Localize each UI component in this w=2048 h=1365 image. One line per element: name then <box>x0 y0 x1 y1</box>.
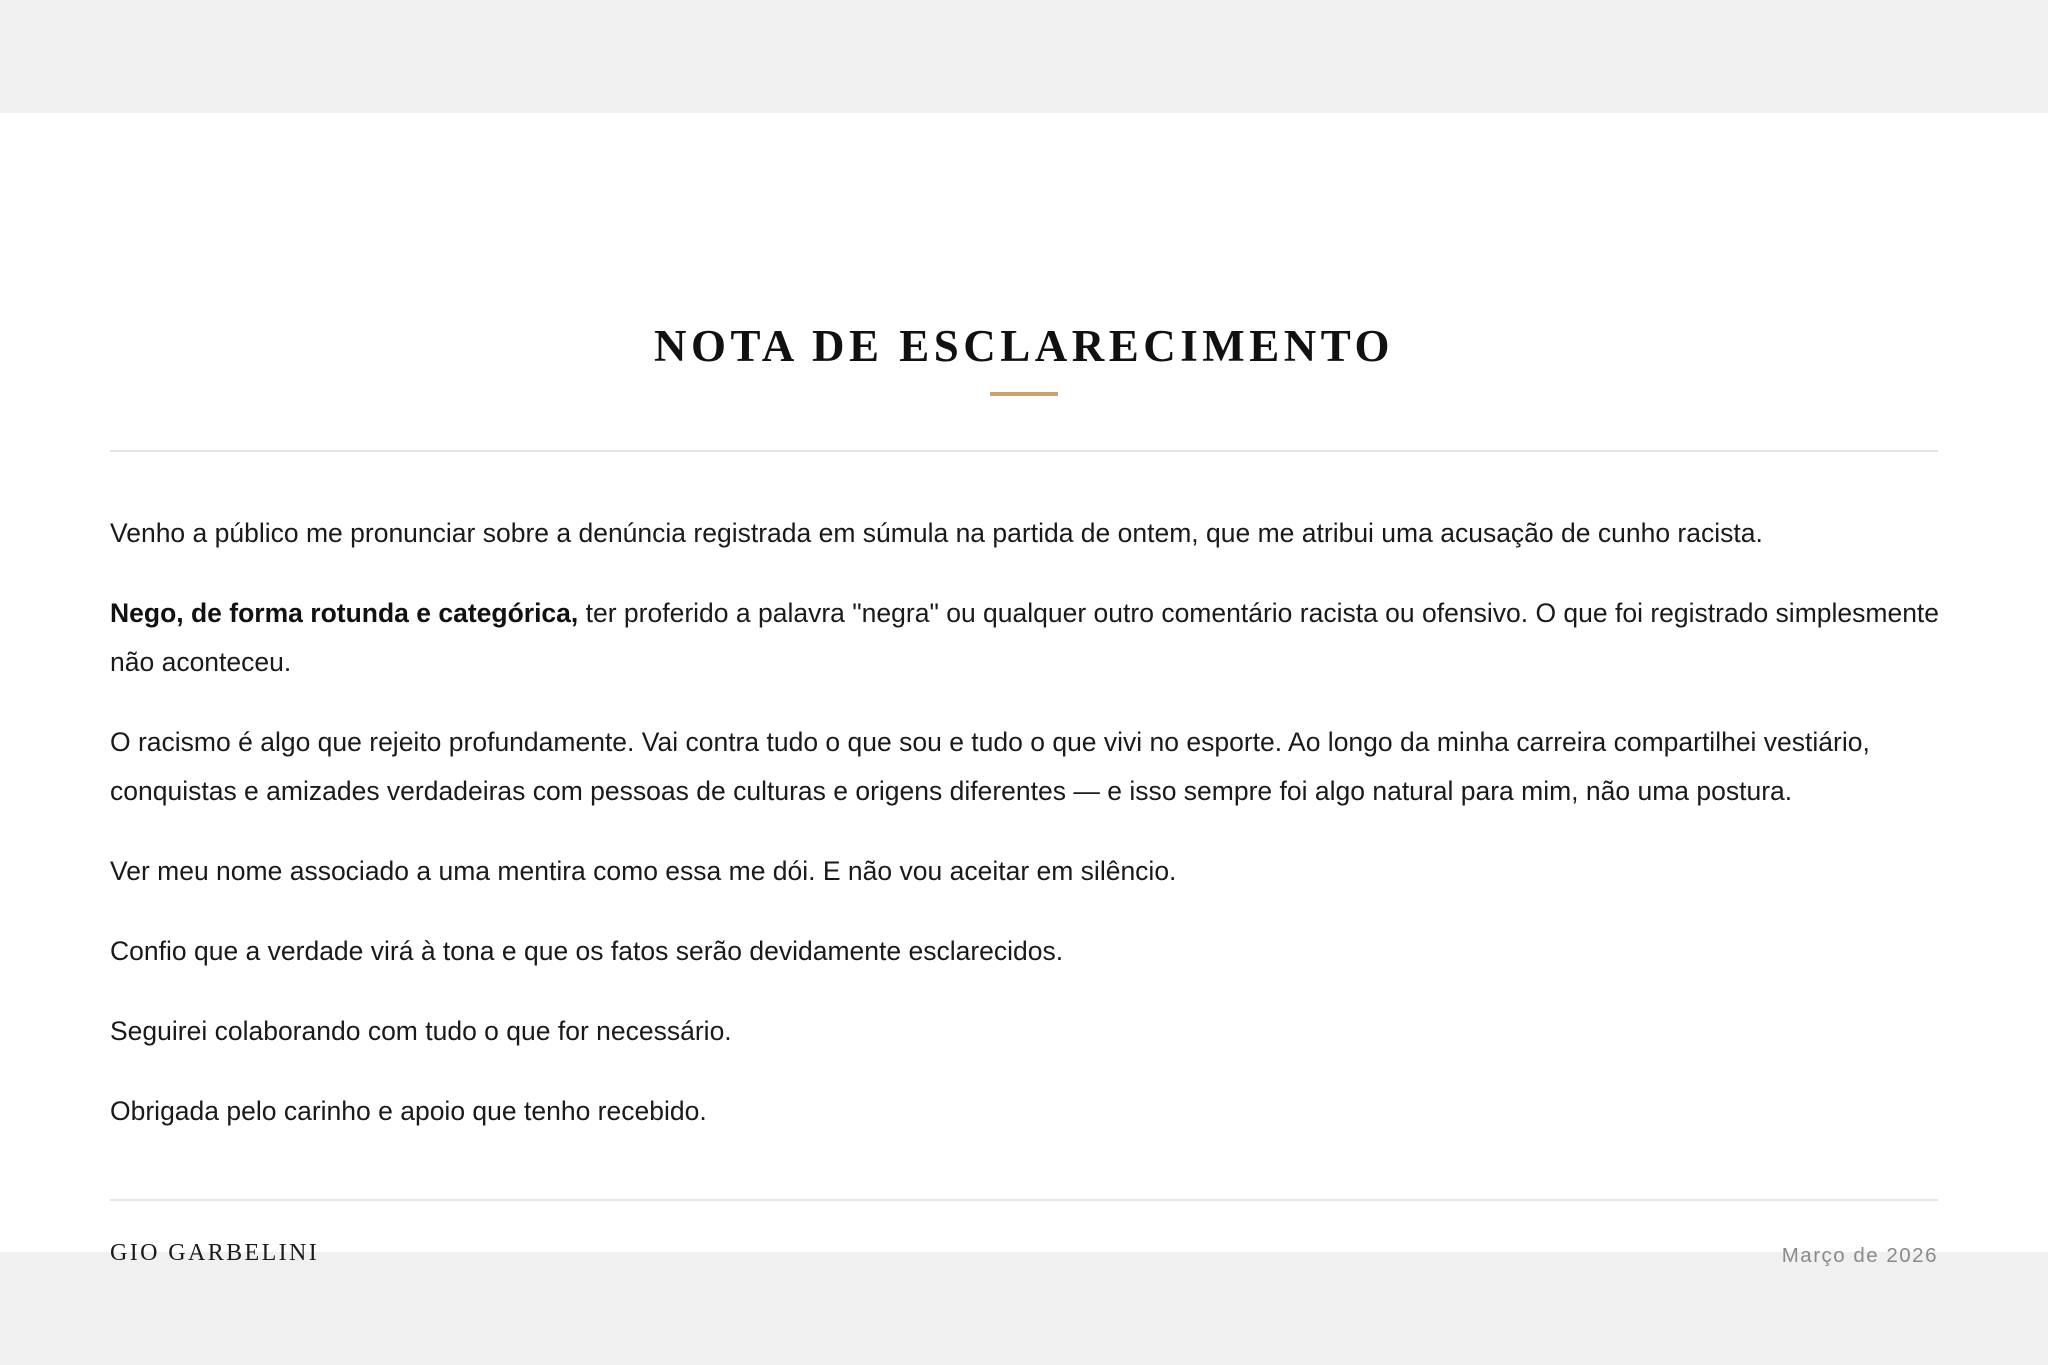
paragraph-7: Obrigada pelo carinho e apoio que tenho recebido. <box>110 1096 707 1126</box>
title-accent-line <box>990 392 1058 396</box>
paragraph-6: Seguirei colaborando com tudo o que for necessário. <box>110 1016 732 1046</box>
paragraph-2 <box>110 589 1942 687</box>
paragraph-3: O racismo é algo que rejeito profundamente. Vai contra tudo o que sou e tudo o que vivi no esporte. Ao longo da minha carreira compartilhei vestiário, conquistas e amizades verdadeiras com pessoas de culturas e origens diferentes — e isso sempre foi algo natural para mim, não uma postura. <box>110 727 1870 806</box>
statement-card <box>0 113 2048 1267</box>
header-divider <box>110 450 1938 452</box>
paragraph-5: Confio que a verdade virá à tona e que os fatos serão devidamente esclarecidos. <box>110 936 1064 966</box>
paragraph-2-rest: ter proferido a palavra "negra" ou qualquer outro comentário racista ou ofensivo. O que foi registrado simplesmente não aconteceu. <box>110 598 1940 677</box>
signature: GIO GARBELINI <box>110 1240 320 1266</box>
statement-date: Março de 2026 <box>1781 1244 1938 1267</box>
statement-body <box>110 509 1942 1167</box>
paragraph-4: Ver meu nome associado a uma mentira como essa me dói. E não vou aceitar em silêncio. <box>110 856 1177 886</box>
footer-divider <box>110 1199 1938 1201</box>
paragraph-2-bold-lead: Nego, de forma rotunda e categórica, <box>110 598 579 628</box>
paragraph-1: Venho a público me pronunciar sobre a denúncia registrada em súmula na partida de ontem, que me atribui uma acusação de cunho racista. <box>110 518 1763 548</box>
page-title: NOTA DE ESCLARECIMENTO <box>654 321 1394 371</box>
